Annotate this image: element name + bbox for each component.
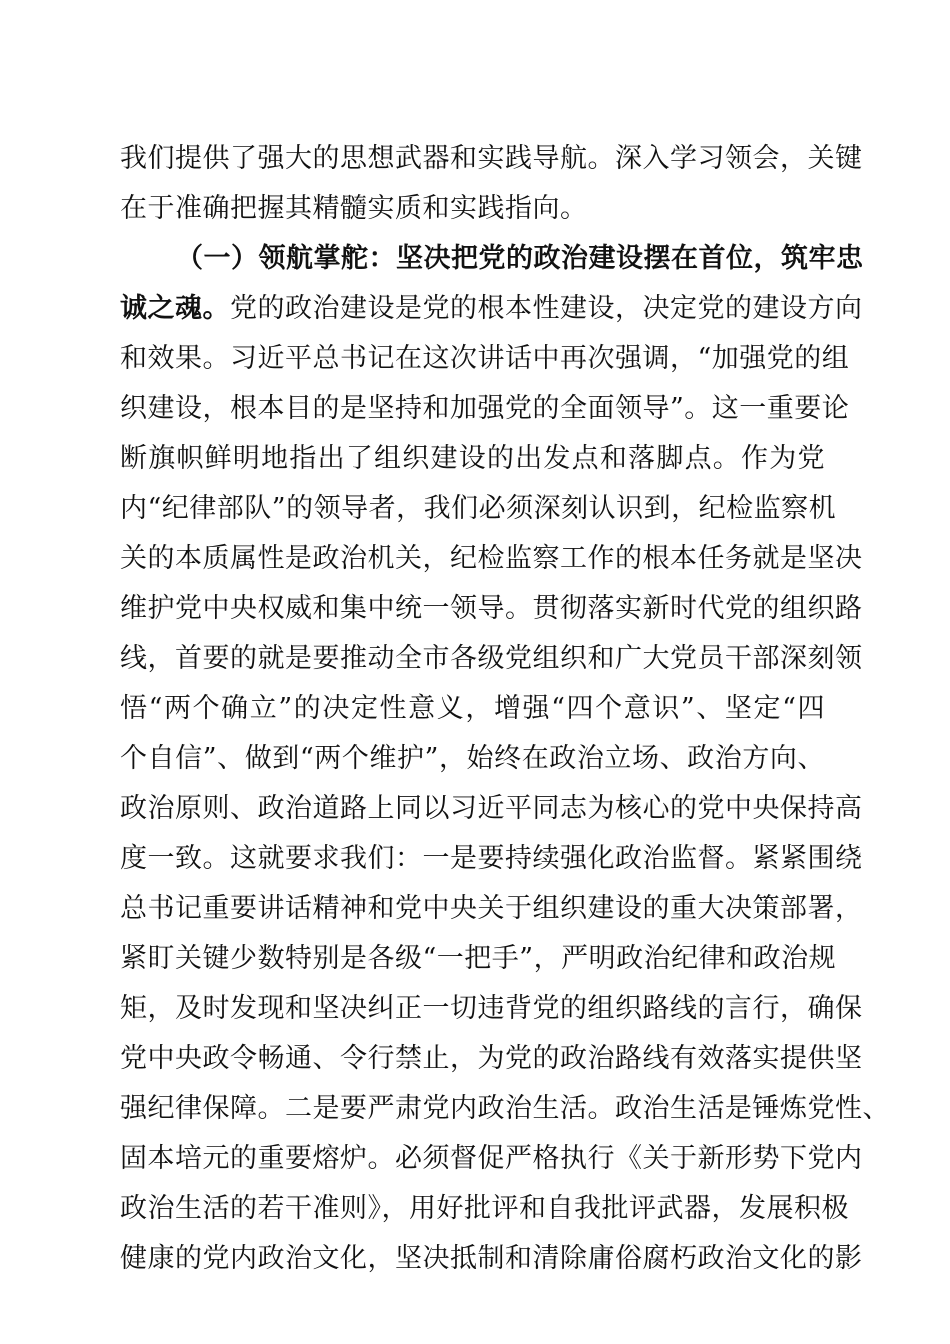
body-text-line: 紧盯关键少数特别是各级“一把手”，严明政治纪律和政治规: [120, 943, 837, 974]
body-text-line: 线，首要的就是要推动全市各级党组织和广大党员干部深刻领: [120, 643, 863, 674]
section-heading-line: [176, 236, 864, 282]
body-text-line: 党中央政令畅通、令行禁止，为党的政治路线有效落实提供坚: [120, 1043, 863, 1074]
body-text-line: 内“纪律部队”的领导者，我们必须深刻认识到，纪检监察机: [120, 493, 837, 524]
body-text-line: 强纪律保障。二是要严肃党内政治生活。政治生活是锤炼党性、: [120, 1093, 890, 1124]
body-text-run: 党的政治建设是党的根本性建设，决定党的建设方向: [230, 293, 863, 324]
body-text-line: 关的本质属性是政治机关，纪检监察工作的根本任务就是坚决: [120, 543, 863, 574]
body-text-line: 个自信”、做到“两个维护”，始终在政治立场、政治方向、: [120, 743, 825, 774]
body-text-line: 和效果。习近平总书记在这次讲话中再次强调，“加强党的组: [120, 343, 850, 374]
body-text-line: 在于准确把握其精髓实质和实践指向。: [120, 193, 588, 224]
body-text-line: 政治原则、政治道路上同以习近平同志为核心的党中央保持高: [120, 793, 863, 824]
body-text-line: 度一致。这就要求我们：一是要持续强化政治监督。紧紧围绕: [120, 843, 863, 874]
body-text-line: 固本培元的重要熔炉。必须督促严格执行《关于新形势下党内: [120, 1143, 863, 1174]
section-heading-continuation: 诚之魂。: [120, 293, 230, 324]
body-text-line: 断旗帜鲜明地指出了组织建设的出发点和落脚点。作为党: [120, 443, 825, 474]
body-text-line: 健康的党内政治文化，坚决抵制和清除庸俗腐朽政治文化的影: [120, 1243, 863, 1274]
body-text-line: 我们提供了强大的思想武器和实践导航。深入学习领会，关键: [120, 143, 863, 174]
body-text-line: 政治生活的若干准则》，用好批评和自我批评武器，发展积极: [120, 1193, 849, 1224]
body-text-line: 悟“两个确立”的决定性意义，增强“四个意识”、坚定“四: [120, 693, 825, 724]
body-text-line: 矩，及时发现和坚决纠正一切违背党的组织路线的言行，确保: [120, 993, 863, 1024]
section-heading: （一）领航掌舵：坚决把党的政治建设摆在首位，筑牢忠: [176, 243, 864, 274]
body-text-line: 总书记重要讲话精神和党中央关于组织建设的重大决策部署，: [120, 893, 863, 924]
body-text-line: 织建设，根本目的是坚持和加强党的全面领导”。这一重要论: [120, 393, 850, 424]
body-text-line: 维护党中央权威和集中统一领导。贯彻落实新时代党的组织路: [120, 593, 863, 624]
body-text-line: [120, 286, 863, 332]
